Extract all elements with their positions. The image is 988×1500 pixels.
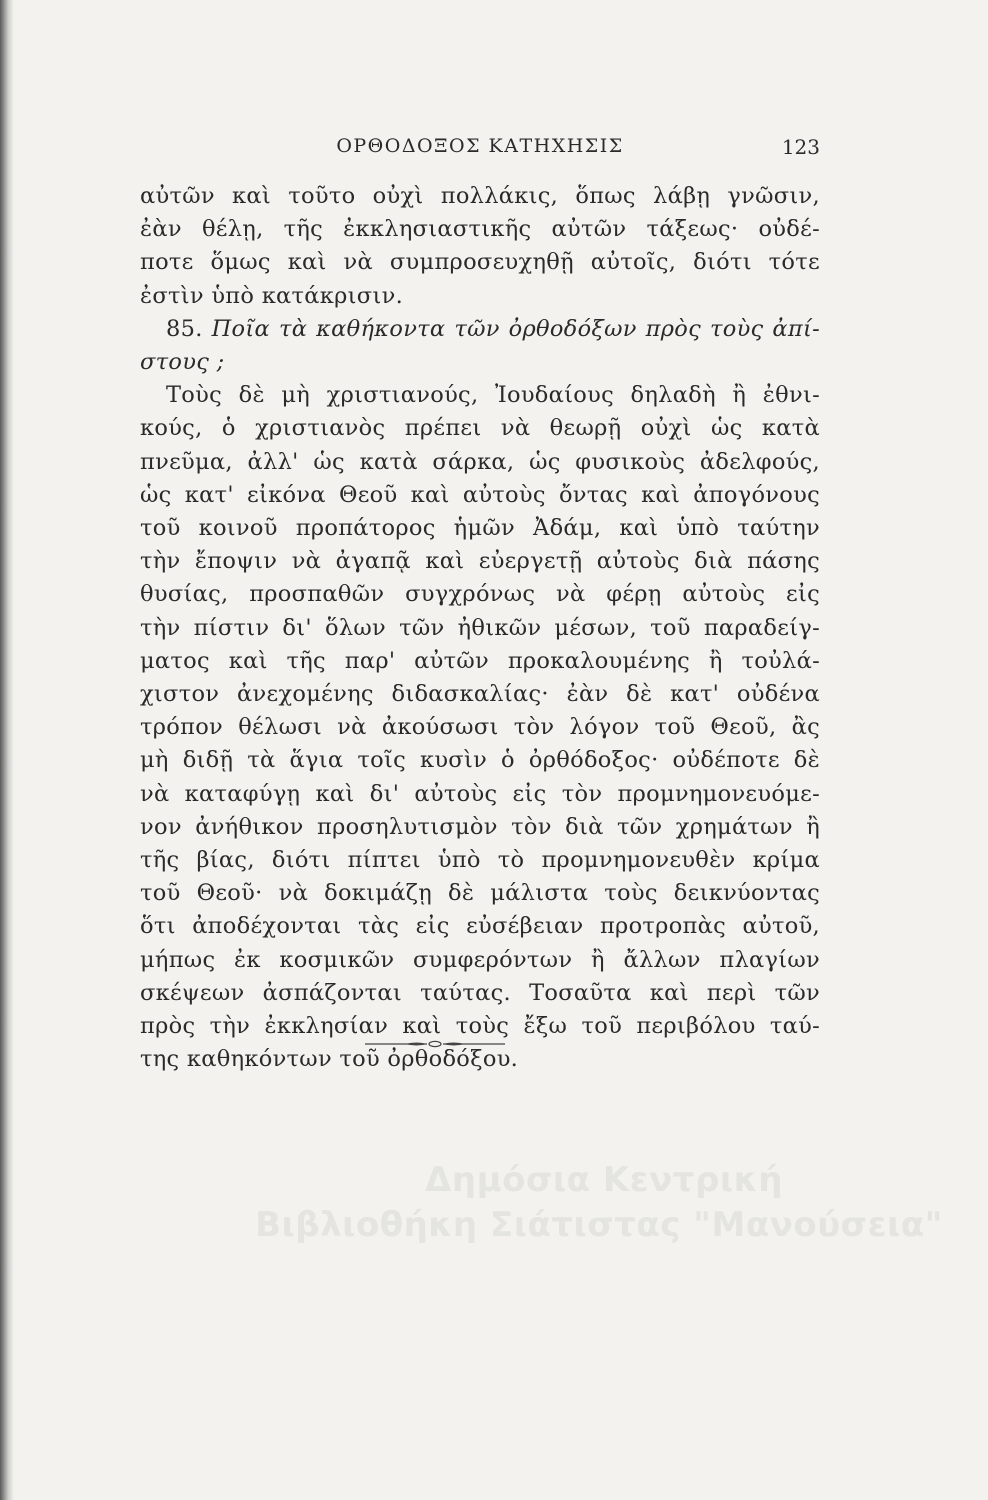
text-line: ἐστὶν ὑπὸ κατάκρισιν. [140,282,404,309]
body-text [140,180,820,1076]
text-line: πρὸς τὴν ἐκκλησίαν καὶ τοὺς ἔξω τοῦ περιβόλου ταύ- [140,1013,820,1040]
paragraph-1 [140,180,820,313]
text-line: νον ἀνήθικον προσηλυτισμὸν τὸν διὰ τῶν χρημάτων ἢ [140,813,820,840]
text-line: μήπως ἐκ κοσμικῶν συμφερόντων ἢ ἄλλων πλαγίων [140,946,820,973]
text-line: μὴ διδῇ τὰ ἅγια τοῖς κυσὶν ὁ ὀρθόδοξος· οὐδέποτε δὲ [140,747,820,774]
text-line: τοῦ Θεοῦ· νὰ δοκιμάζῃ δὲ μάλιστα τοὺς δεικνύοντας [140,880,820,907]
text-line: θυσίας, προσπαθῶν συγχρόνως νὰ φέρῃ αὐτοὺς εἰς [140,581,820,608]
question-paragraph [140,313,820,379]
question-text: Ποῖα τὰ καθήκοντα τῶν ὀρθοδόξων πρὸς τοὺς ἀπί- [211,315,820,342]
divider-ornament-icon [365,1040,505,1048]
question-line [140,313,820,346]
text-line: Τοὺς δὲ μὴ χριστιανούς, Ἰουδαίους δηλαδὴ ἢ ἐθνι- [166,382,820,409]
text-line: της καθηκόντων τοῦ ὀρθοδόξου. [140,1046,519,1073]
page-binding-edge [0,0,14,1500]
text-line: χιστον ἀνεχομένης διδασκαλίας· ἐὰν δὲ κατ' οὐδένα [140,681,820,708]
text-line: νὰ καταφύγῃ καὶ δι' αὐτοὺς εἰς τὸν προμνημονευόμε- [140,780,820,807]
page-number: 123 [781,135,820,159]
text-line: ὅτι ἀποδέχονται τὰς εἰς εὐσέβειαν προτροπὰς αὐτοῦ, [140,913,820,940]
library-watermark-line1: Δημόσια Κεντρική [425,1160,783,1200]
library-watermark-line2: Βιβλιοθήκη Σιάτιστας "Μανούσεια" [255,1205,943,1245]
text-line: ὡς κατ' εἰκόνα Θεοῦ καὶ αὐτοὺς ὄντας καὶ ἀπογόνους [140,481,820,508]
text-line: πνεῦμα, ἀλλ' ὡς κατὰ σάρκα, ὡς φυσικοὺς ἀδελφούς, [140,448,820,475]
paragraph-2 [140,379,820,1076]
text-line: τὴν ἔποψιν νὰ ἀγαπᾷ καὶ εὐεργετῇ αὐτοὺς διὰ πάσης [140,548,820,575]
text-line: κούς, ὁ χριστιανὸς πρέπει νὰ θεωρῇ οὐχὶ ὡς κατὰ [140,415,820,442]
page-header [140,135,820,175]
text-line: τρόπον θέλωσι νὰ ἀκούσωσι τὸν λόγον τοῦ Θεοῦ, ἂς [140,714,820,741]
question-number: 85. [166,315,203,342]
text-line: ἐὰν θέλῃ, τῆς ἐκκλησιαστικῆς αὐτῶν τάξεως· οὐδέ- [140,216,820,243]
text-line: αὐτῶν καὶ τοῦτο οὐχὶ πολλάκις, ὅπως λάβῃ γνῶσιν, [140,183,820,209]
text-line: ματος καὶ τῆς παρ' αὐτῶν προκαλουμένης ἢ τοὐλά- [140,647,820,674]
text-line: τὴν πίστιν δι' ὅλων τῶν ἠθικῶν μέσων, τοῦ παραδείγ- [140,614,820,641]
text-line: ποτε ὅμως καὶ νὰ συμπροσευχηθῇ αὐτοῖς, διότι τότε [140,249,820,276]
text-line: σκέψεων ἀσπάζονται ταύτας. Τοσαῦτα καὶ περὶ τῶν [140,979,820,1006]
running-title: ΟΡΘΟΔΟΞΟΣ ΚΑΤΗΧΗΣΙΣ [336,135,624,157]
question-line: στους ; [140,349,225,376]
text-line: τῆς βίας, διότι πίπτει ὑπὸ τὸ προμνημονευθὲν κρίμα [140,847,820,874]
text-line: τοῦ κοινοῦ προπάτορος ἡμῶν Ἀδάμ, καὶ ὑπὸ ταύτην [140,515,820,542]
